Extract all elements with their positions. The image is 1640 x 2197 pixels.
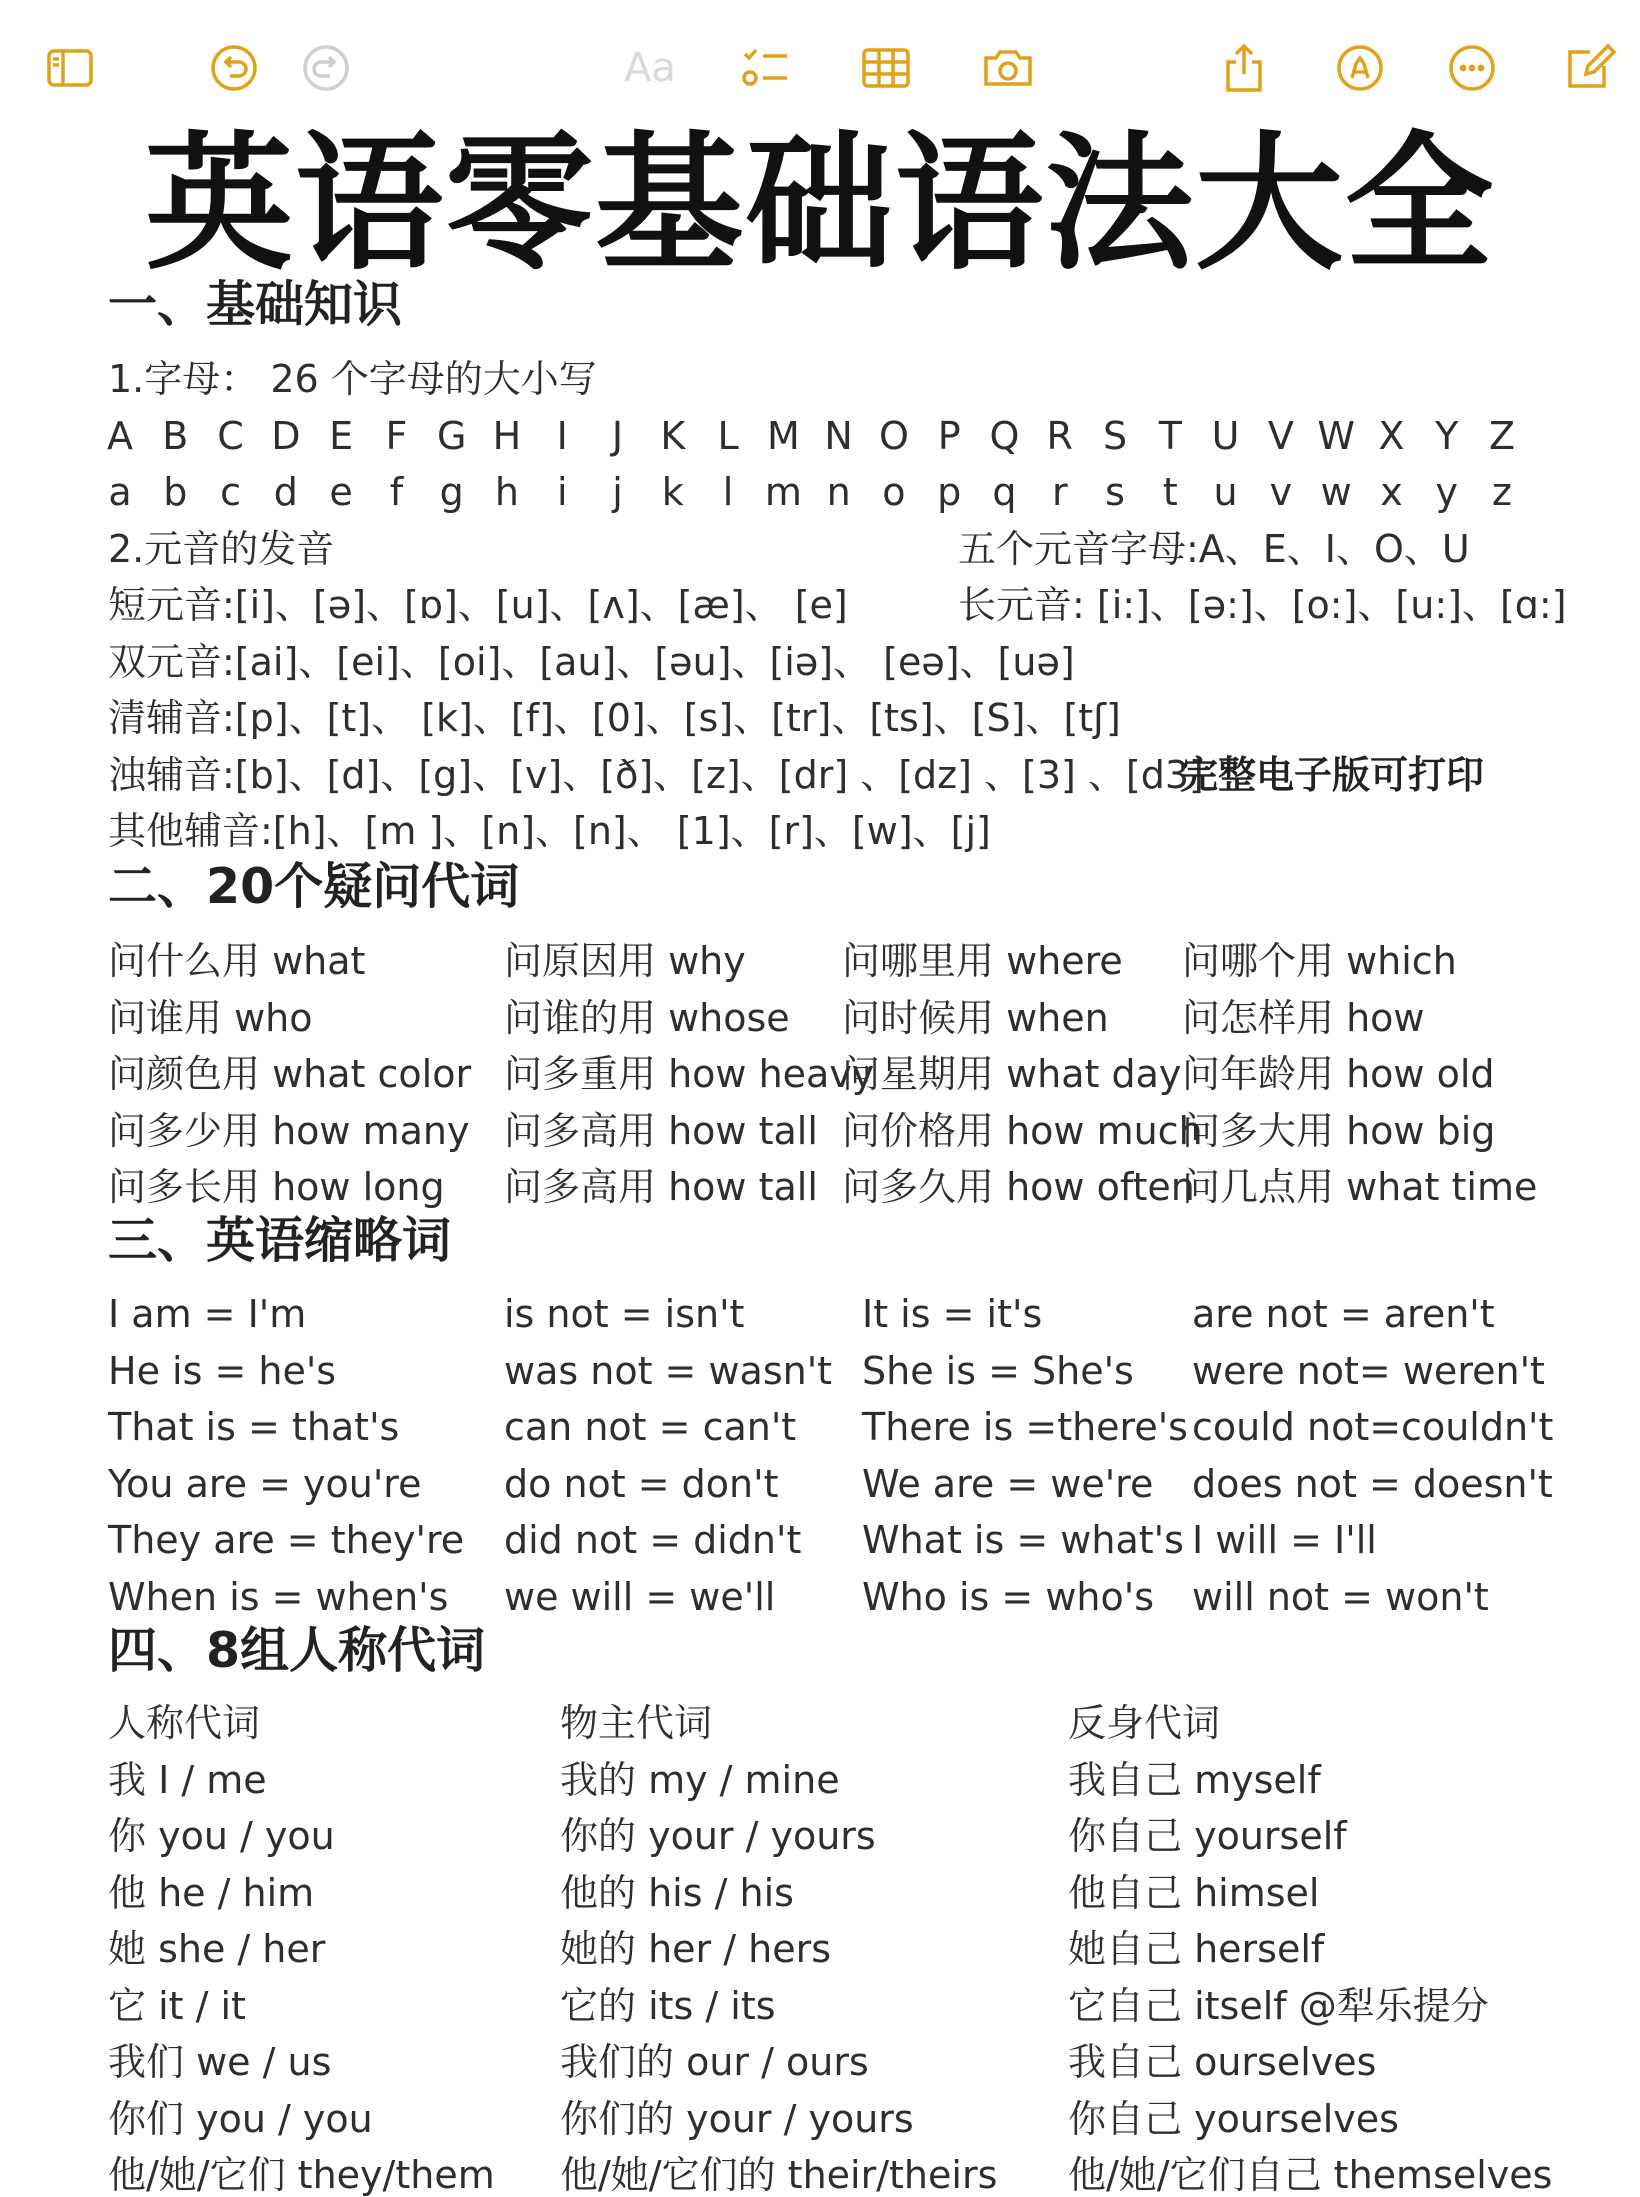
contraction-cell: will not = won't xyxy=(1192,1574,1489,1619)
table-icon[interactable] xyxy=(858,40,914,96)
letter: r xyxy=(1051,470,1068,514)
contraction-cell: It is = it's xyxy=(862,1292,1043,1336)
pronoun-cell: 他 he / him xyxy=(108,1870,315,1915)
letter: B xyxy=(162,414,189,458)
question-word-cell: 问多大用 how big xyxy=(1182,1108,1496,1153)
section-question-words-heading: 二、20个疑问代词 xyxy=(108,858,520,915)
letter: Q xyxy=(989,414,1020,458)
letter: A xyxy=(107,414,133,458)
letter: l xyxy=(722,470,734,514)
short-vowels: 短元音:[i]、[ə]、[ɒ]、[u]、[ʌ]、[æ]、 [e] xyxy=(108,583,848,627)
vowel-letters: 五个元音字母:A、E、I、O、U xyxy=(958,527,1470,571)
checklist-icon[interactable] xyxy=(737,40,793,96)
letter: Z xyxy=(1488,414,1516,458)
pronoun-cell: 我自己 ourselves xyxy=(1068,2040,1377,2084)
share-icon[interactable] xyxy=(1216,40,1272,96)
contraction-cell: I will = I'll xyxy=(1192,1518,1377,1562)
letter: x xyxy=(1380,470,1403,514)
letter: q xyxy=(992,470,1017,514)
compose-icon[interactable] xyxy=(1562,40,1618,96)
letter: a xyxy=(108,470,132,514)
letter: c xyxy=(220,470,241,514)
camera-icon[interactable] xyxy=(980,40,1036,96)
letter: o xyxy=(882,470,906,514)
question-word-cell: 问多高用 how tall xyxy=(504,1108,818,1153)
contraction-cell: is not = isn't xyxy=(504,1292,745,1336)
pronoun-cell: 她自己 herself xyxy=(1068,1927,1325,1971)
page-title: 英语零基础语法大全 xyxy=(145,118,1495,290)
letter: z xyxy=(1492,470,1512,514)
other-consonants: 其他辅音:[h]、[m ]、[n]、[n]、 [1]、[r]、[w]、[j] xyxy=(108,809,991,853)
pronoun-cell: 我自己 myself xyxy=(1068,1757,1321,1802)
redo-icon[interactable] xyxy=(298,40,354,96)
letter: i xyxy=(556,470,568,514)
font-format-button[interactable] xyxy=(617,40,683,96)
pronoun-cell: 你 you / you xyxy=(108,1814,335,1858)
contraction-cell: does not = doesn't xyxy=(1192,1461,1553,1506)
letter: w xyxy=(1320,470,1352,514)
question-word-cell: 问谁用 who xyxy=(108,995,313,1040)
question-word-cell: 问多久用 how often xyxy=(842,1165,1195,1209)
contraction-cell: can not = can't xyxy=(504,1405,797,1449)
question-word-cell: 问多重用 how heavy xyxy=(504,1052,875,1096)
question-word-cell: 问多高用 how tall xyxy=(504,1165,818,1209)
contraction-cell: He is = he's xyxy=(108,1348,337,1393)
question-word-cell: 问哪里用 where xyxy=(842,939,1123,983)
pronoun-cell: 她的 her / hers xyxy=(560,1927,832,1971)
question-word-cell: 问几点用 what time xyxy=(1182,1165,1538,1209)
contraction-cell: When is = when's xyxy=(108,1574,449,1619)
letter: E xyxy=(329,414,354,458)
letter: T xyxy=(1158,414,1182,458)
letter: K xyxy=(660,414,686,458)
contraction-cell: I am = I'm xyxy=(108,1292,307,1336)
pronoun-cell: 你自己 yourself xyxy=(1068,1814,1347,1858)
question-word-cell: 问原因用 why xyxy=(504,939,746,983)
letter: O xyxy=(878,414,909,458)
letter: P xyxy=(937,414,961,458)
letter: m xyxy=(764,470,802,514)
contraction-cell: were not= weren't xyxy=(1192,1348,1545,1393)
pronoun-cell: 他/她/它们自己 themselves xyxy=(1068,2153,1553,2197)
markup-pen-icon[interactable] xyxy=(1332,40,1388,96)
pronoun-cell: 反身代词 xyxy=(1068,1701,1221,1745)
letter: s xyxy=(1105,470,1125,514)
contraction-cell: What is = what's xyxy=(862,1518,1184,1562)
letter: G xyxy=(436,414,467,458)
pronoun-cell: 它 it / it xyxy=(108,1983,246,2028)
question-word-cell: 问怎样用 how xyxy=(1182,995,1425,1040)
pronoun-cell: 他/她/它们 they/them xyxy=(108,2153,495,2197)
voiceless-consonants: 清辅音:[p]、[t]、 [k]、[f]、[0]、[s]、[tr]、[ts]、[S]、[tʃ] xyxy=(108,696,1121,740)
letter: D xyxy=(271,414,301,458)
letter: N xyxy=(824,414,853,458)
section-basics-heading: 一、基础知识 xyxy=(108,276,403,333)
contraction-cell: could not=couldn't xyxy=(1192,1405,1554,1449)
diphthongs: 双元音:[ai]、[ei]、[oi]、[au]、[əu]、[iə]、 [eə]、[uə] xyxy=(108,640,1075,684)
letter: W xyxy=(1317,414,1355,458)
undo-icon[interactable] xyxy=(206,40,262,96)
letter: k xyxy=(661,470,684,514)
letter: b xyxy=(163,470,188,514)
letter: S xyxy=(1102,414,1128,458)
question-word-cell: 问年龄用 how old xyxy=(1182,1052,1495,1096)
pronoun-cell: 我们 we / us xyxy=(108,2040,332,2084)
pronoun-cell: 你自己 yourselves xyxy=(1068,2096,1399,2141)
letters-label: 1.字母： 26 个字母的大小写 xyxy=(108,357,597,401)
notes-toolbar xyxy=(0,0,1640,120)
letter: H xyxy=(492,414,522,458)
printable-note: 完整电子版可打印 xyxy=(1180,753,1485,797)
pronoun-cell: 你的 your / yours xyxy=(560,1814,876,1858)
question-word-cell: 问哪个用 which xyxy=(1182,939,1457,983)
question-word-cell: 问时候用 when xyxy=(842,995,1109,1040)
letter: L xyxy=(717,414,739,458)
letter: X xyxy=(1378,414,1405,458)
pronoun-cell: 我的 my / mine xyxy=(560,1757,840,1802)
letter: p xyxy=(937,470,962,514)
contraction-cell: Who is = who's xyxy=(862,1574,1154,1619)
pronoun-cell: 物主代词 xyxy=(560,1701,713,1745)
pronoun-cell: 她 she / her xyxy=(108,1927,326,1971)
letter: t xyxy=(1162,470,1178,514)
contraction-cell: You are = you're xyxy=(108,1461,422,1506)
letter: U xyxy=(1211,414,1240,458)
letter: j xyxy=(612,470,623,514)
letter: Y xyxy=(1435,414,1459,458)
contraction-cell: do not = don't xyxy=(504,1461,779,1506)
pronoun-cell: 他自己 himsel xyxy=(1068,1870,1320,1915)
contraction-cell: She is = She's xyxy=(862,1348,1134,1393)
question-word-cell: 问多少用 how many xyxy=(108,1108,470,1153)
sidebar-icon[interactable] xyxy=(42,40,98,96)
font-format-label: Aa xyxy=(624,45,676,91)
question-word-cell: 问价格用 how much xyxy=(842,1108,1203,1153)
letter: I xyxy=(556,414,568,458)
contraction-cell: That is = that's xyxy=(108,1405,400,1449)
letter: C xyxy=(217,414,244,458)
letter: h xyxy=(494,470,519,514)
letter: V xyxy=(1267,414,1294,458)
letter: e xyxy=(329,470,353,514)
question-word-cell: 问什么用 what xyxy=(108,939,366,983)
letter: u xyxy=(1213,470,1238,514)
contraction-cell: They are = they're xyxy=(108,1518,465,1562)
letter: d xyxy=(273,470,298,514)
letter: n xyxy=(826,470,851,514)
letter: F xyxy=(385,414,408,458)
contraction-cell: We are = we're xyxy=(862,1461,1154,1506)
pronoun-cell: 你们 you / you xyxy=(108,2096,373,2141)
contraction-cell: are not = aren't xyxy=(1192,1292,1495,1336)
section-contractions-heading: 三、英语缩略词 xyxy=(108,1212,452,1269)
letter: M xyxy=(766,414,800,458)
vowel-title: 2.元音的发音 xyxy=(108,527,335,571)
contraction-cell: did not = didn't xyxy=(504,1518,802,1562)
long-vowels: 长元音: [i:]、[ə:]、[o:]、[u:]、[ɑ:] xyxy=(958,583,1567,627)
pronoun-cell: 他/她/它们的 their/theirs xyxy=(560,2153,998,2197)
letter: f xyxy=(389,470,404,514)
question-word-cell: 问星期用 what day xyxy=(842,1052,1182,1096)
letter: y xyxy=(1435,470,1458,514)
pronoun-cell: 人称代词 xyxy=(108,1701,261,1745)
pronoun-cell: 它自己 itself @犁乐提分 xyxy=(1068,1983,1489,2028)
section-pronouns-heading: 四、8组人称代词 xyxy=(108,1622,486,1679)
pronoun-cell: 他的 his / his xyxy=(560,1870,794,1915)
pronoun-cell: 你们的 your / yours xyxy=(560,2096,914,2141)
question-word-cell: 问颜色用 what color xyxy=(108,1052,472,1096)
pronoun-cell: 我 I / me xyxy=(108,1757,267,1802)
voiced-consonants: 浊辅音:[b]、[d]、[g]、[v]、[ð]、[z]、[dr] 、[dz] 、[3] 、[d3] xyxy=(108,753,1204,797)
letter: R xyxy=(1046,414,1073,458)
contraction-cell: was not = wasn't xyxy=(504,1348,833,1393)
letter: g xyxy=(439,470,464,514)
pronoun-cell: 它的 its / its xyxy=(560,1983,776,2028)
contraction-cell: we will = we'll xyxy=(504,1574,776,1619)
contraction-cell: There is =there's xyxy=(862,1405,1188,1449)
pronoun-cell: 我们的 our / ours xyxy=(560,2040,869,2084)
question-word-cell: 问谁的用 whose xyxy=(504,995,790,1040)
question-word-cell: 问多长用 how long xyxy=(108,1165,445,1209)
more-icon[interactable] xyxy=(1444,40,1500,96)
letter: v xyxy=(1269,470,1293,514)
letter: J xyxy=(611,414,624,458)
